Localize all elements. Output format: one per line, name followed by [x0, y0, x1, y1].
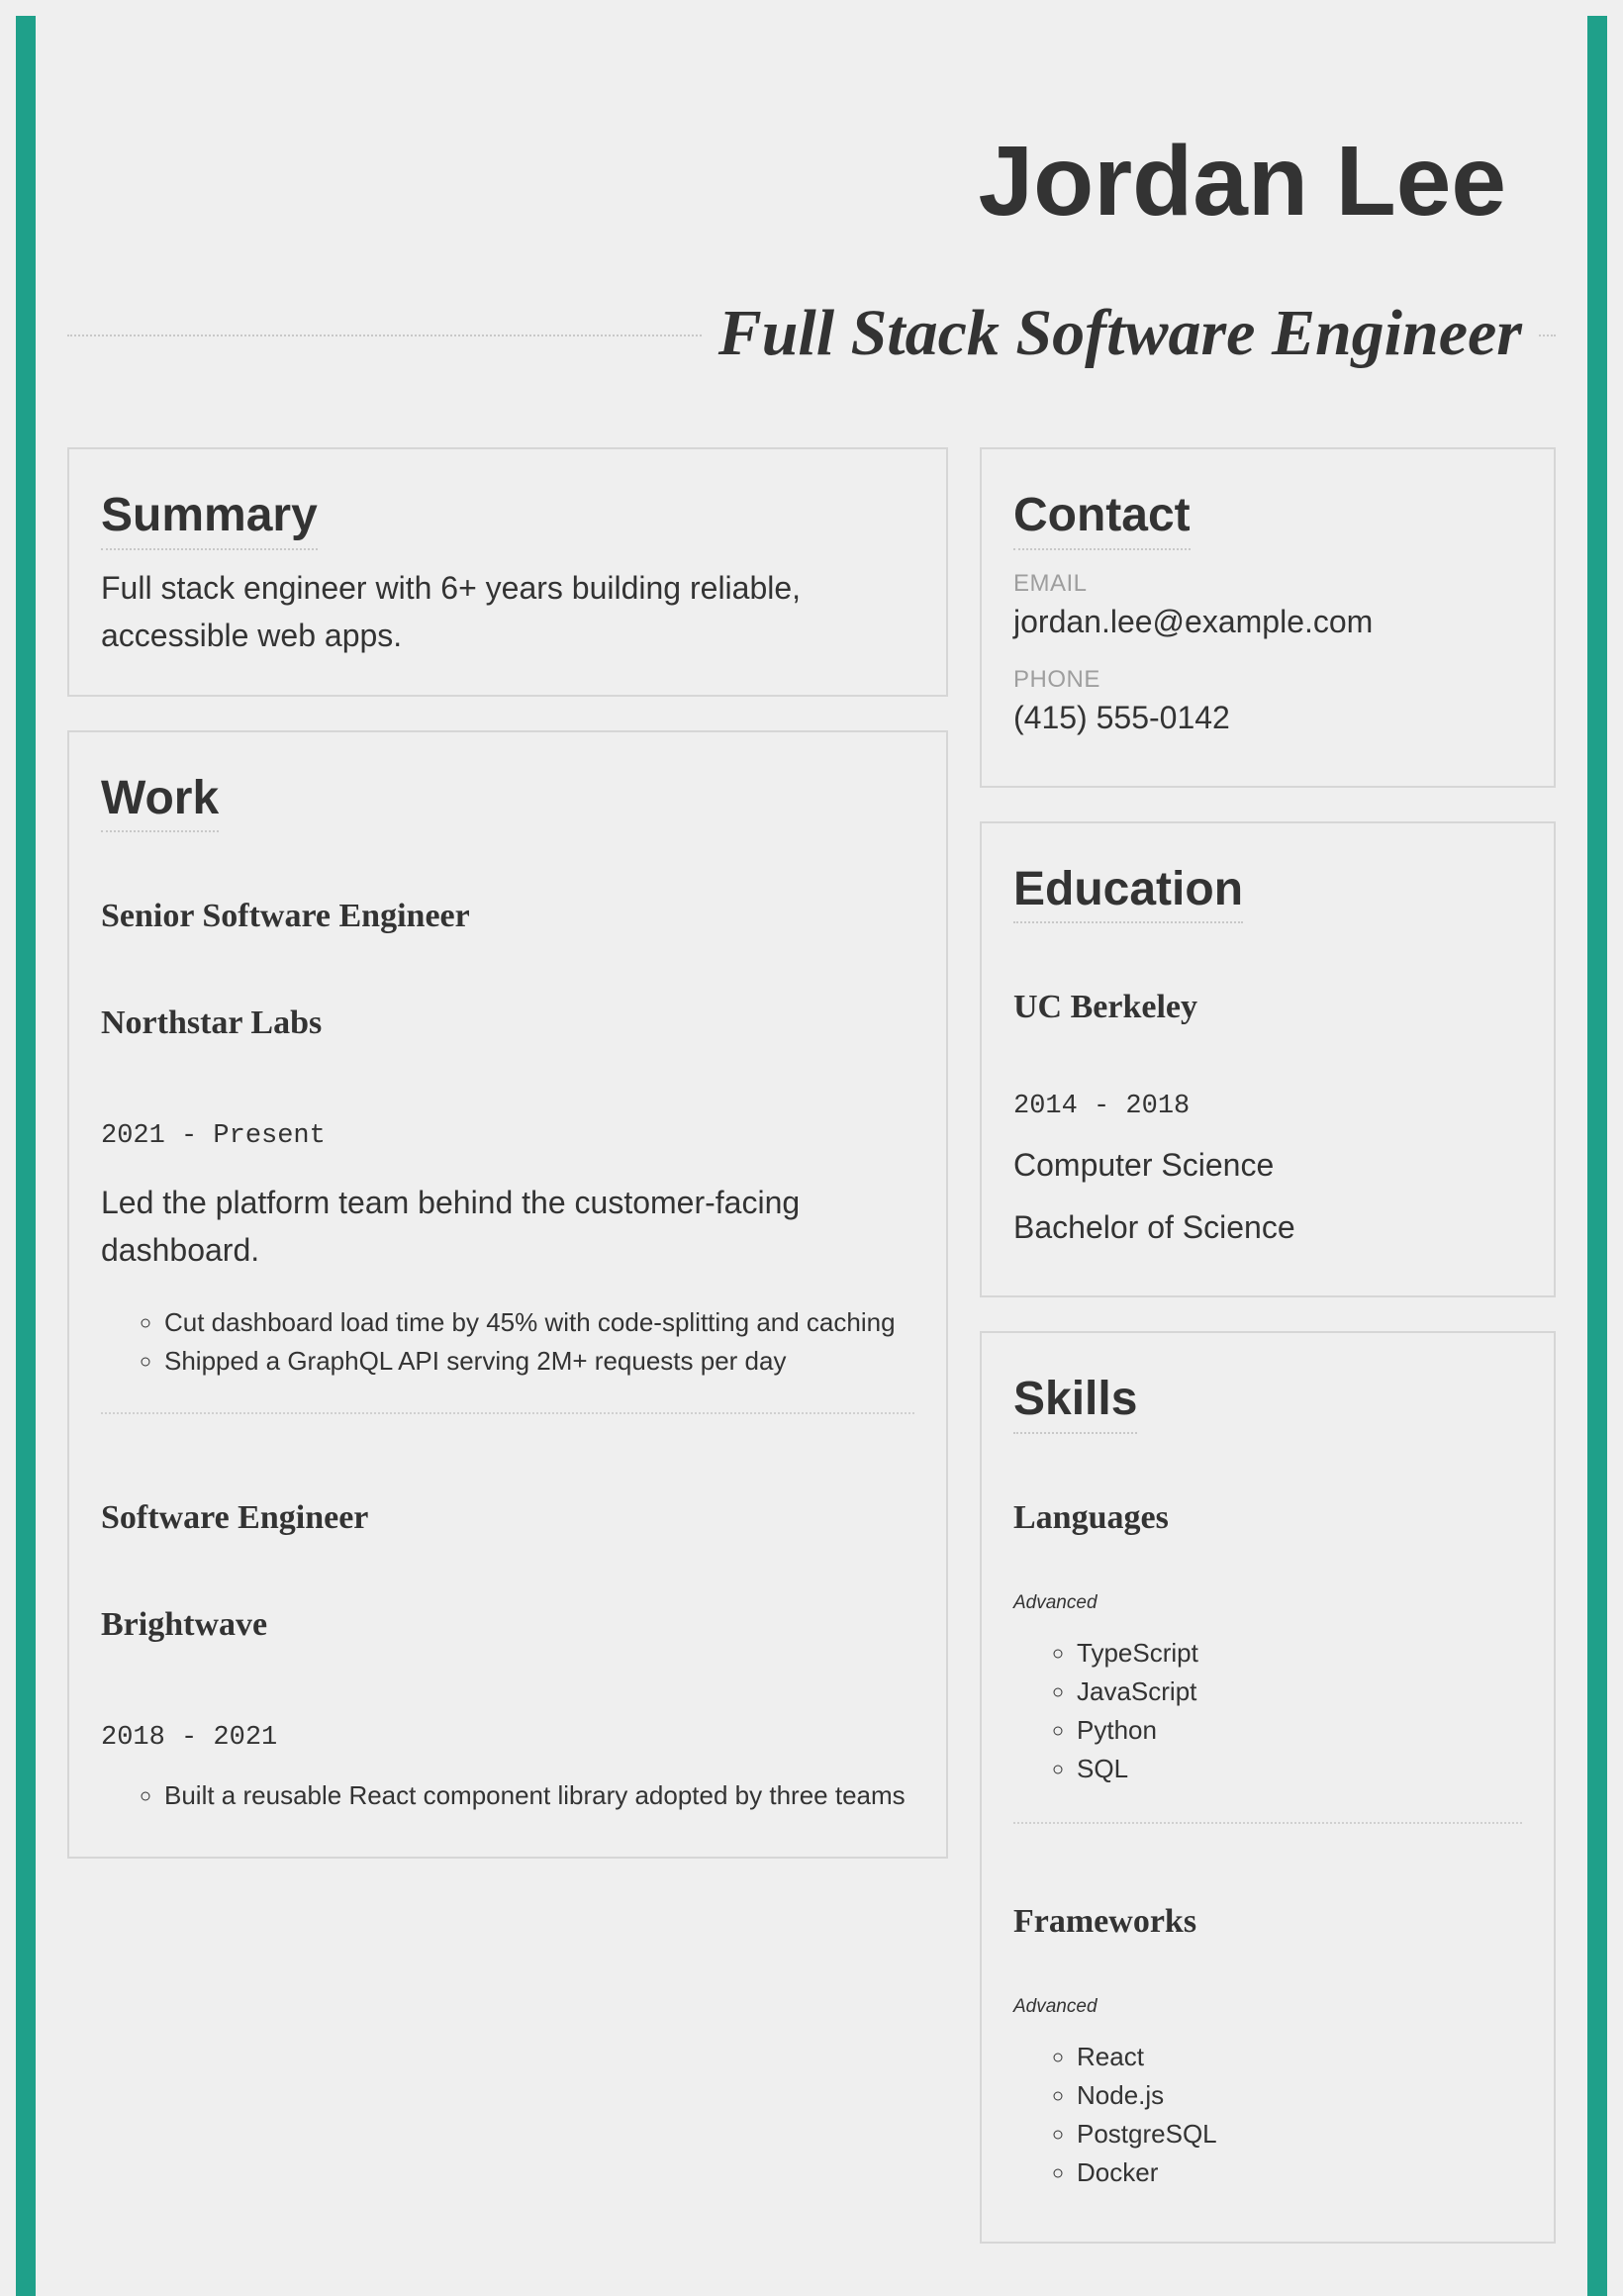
candidate-name: Jordan Lee — [978, 126, 1506, 237]
summary-section — [67, 447, 948, 697]
job-dates: 2021 - Present — [101, 1121, 326, 1152]
skills-heading: Skills — [1013, 1371, 1137, 1434]
job-description: Led the platform team behind the customer-facing dashboard. — [101, 1185, 801, 1269]
skill-keyword: ◦ SQL — [1077, 1750, 1522, 1788]
phone-value: (415) 555-0142 — [1013, 699, 1230, 735]
work-section — [67, 730, 948, 1860]
title-row — [67, 289, 1556, 378]
email-value: jordan.lee@example.com — [1013, 603, 1374, 639]
skill-level: Advanced — [1013, 1995, 1098, 2017]
job-dates: 2018 - 2021 — [101, 1723, 278, 1754]
skill-group-name: Frameworks — [1013, 1902, 1197, 1940]
skill-keyword: ◦ Python — [1077, 1711, 1522, 1750]
job-highlights — [101, 1303, 914, 1381]
skill-divider — [1013, 1822, 1522, 1824]
skill-keyword: ◦ TypeScript — [1077, 1634, 1522, 1673]
skill-group — [1013, 1499, 1522, 1788]
education-degree: Bachelor of Science — [1013, 1209, 1295, 1246]
right-column — [980, 447, 1556, 2277]
skill-group-name: Languages — [1013, 1498, 1169, 1536]
job-highlights — [101, 1776, 914, 1815]
highlight-item: ◦ Shipped a GraphQL API serving 2M+ requests per day — [164, 1342, 914, 1381]
skill-keyword: ◦ Node.js — [1077, 2076, 1522, 2115]
left-accent-bar — [16, 16, 36, 2296]
education-dates: 2014 - 2018 — [1013, 1092, 1191, 1122]
skill-group — [1013, 1903, 1522, 2192]
education-heading: Education — [1013, 861, 1243, 924]
skill-keywords — [1013, 1634, 1522, 1788]
work-entry — [101, 1499, 914, 1815]
entry-divider — [101, 1412, 914, 1414]
job-title: Full Stack Software Engineer — [703, 289, 1538, 378]
education-area: Computer Science — [1013, 1147, 1275, 1184]
skill-level: Advanced — [1013, 1591, 1098, 1613]
education-section — [980, 821, 1556, 1298]
skills-section — [980, 1331, 1556, 2244]
job-position: Senior Software Engineer — [101, 898, 470, 935]
skill-keyword: ◦ React — [1077, 2038, 1522, 2076]
job-position: Software Engineer — [101, 1499, 369, 1537]
job-company: Northstar Labs — [101, 1004, 323, 1042]
skill-keyword: ◦ PostgreSQL — [1077, 2115, 1522, 2153]
left-column — [67, 447, 948, 1892]
skill-keyword: ◦ Docker — [1077, 2153, 1522, 2192]
highlight-item: ◦ Built a reusable React component library adopted by three teams — [164, 1776, 914, 1815]
right-accent-bar — [1587, 16, 1607, 2296]
work-heading: Work — [101, 770, 219, 833]
education-institution: UC Berkeley — [1013, 989, 1198, 1026]
contact-section — [980, 447, 1556, 788]
skill-keyword: ◦ JavaScript — [1077, 1673, 1522, 1711]
work-entry — [101, 898, 914, 1381]
job-company: Brightwave — [101, 1606, 268, 1644]
email-label: EMAIL — [1013, 569, 1088, 597]
contact-heading: Contact — [1013, 487, 1191, 550]
summary-text: Full stack engineer with 6+ years building reliable, accessible web apps. — [101, 569, 802, 653]
skill-keywords — [1013, 2038, 1522, 2192]
summary-heading: Summary — [101, 487, 318, 550]
highlight-item: ◦ Cut dashboard load time by 45% with code-splitting and caching — [164, 1303, 914, 1342]
phone-label: PHONE — [1013, 665, 1100, 693]
